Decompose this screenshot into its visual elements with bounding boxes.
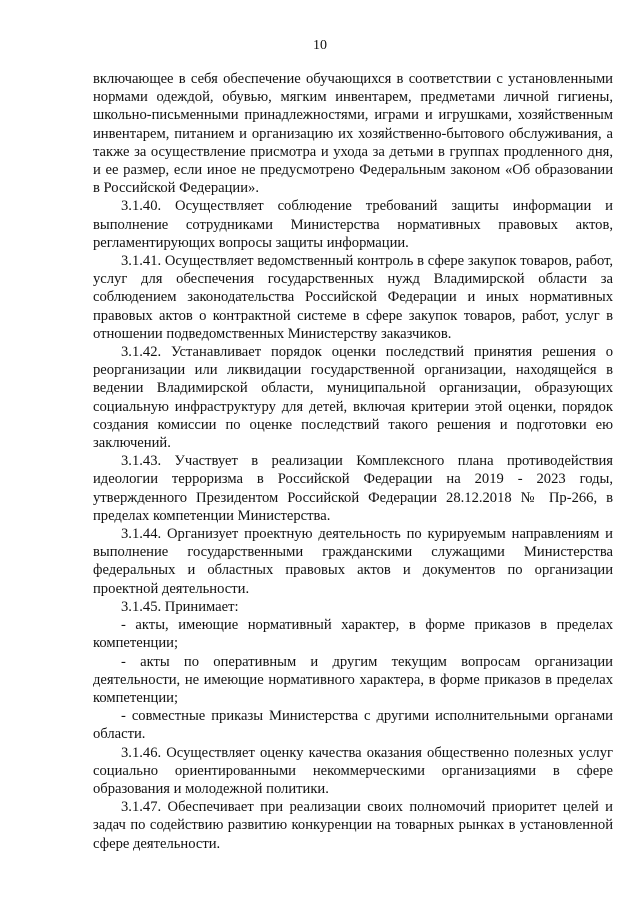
paragraph-continuation: включающее в себя обеспечение обучающихся в соответствии с установленными нормами одеждой, обувью, мягким инвентарем, предметами личной гигиены, школьно-письменными принадлежностями, играми и игрушками, хозяйственным инвентарем, питанием и организацию их хозяйственно-бытового обслуживания, а также за осуществление присмотра и ухода за детьми в группах продленного дня, и ее размер, если иное не предусмотрено Федеральным законом «Об образовании в Российской Федерации». <box>93 71 613 197</box>
list-item-operational-acts: - акты по оперативным и другим текущим вопросам организации деятельности, не имеющие нормативного характера, в форме приказов в пределах компетенции; <box>93 653 613 706</box>
paragraph-3-1-44: 3.1.44. Организует проектную деятельность по курируемым направлениям и выполнение государственными гражданскими служащими Министерства федеральных и областных правовых актов и документов по организации проектной деятельности. <box>93 526 613 597</box>
list-item-normative-acts: - акты, имеющие нормативный характер, в форме приказов в пределах компетенции; <box>93 617 613 652</box>
paragraph-3-1-46: 3.1.46. Осуществляет оценку качества оказания общественно полезных услуг социально ориентированными некоммерческими организациями в сфере образования и молодежной политики. <box>93 744 613 797</box>
paragraph-3-1-41: 3.1.41. Осуществляет ведомственный контроль в сфере закупок товаров, работ, услуг для обеспечения государственных нужд Владимирской области за соблюдением законодательства Российской Федерации и иных нормативных правовых актов о контрактной системе в сфере закупок товаров, работ, услуг в отношении подведомственных Министерству заказчиков. <box>93 253 613 342</box>
document-body <box>93 70 613 853</box>
page-number: 10 <box>313 38 327 53</box>
paragraph-3-1-47: 3.1.47. Обеспечивает при реализации своих полномочий приоритет целей и задач по содействию развитию конкуренции на товарных рынках в установленной сфере деятельности. <box>93 799 613 852</box>
paragraph-3-1-45: 3.1.45. Принимает: <box>121 598 239 615</box>
paragraph-3-1-42: 3.1.42. Устанавливает порядок оценки последствий принятия решения о реорганизации или ликвидации государственной организации, находящейся в ведении Владимирской области, муниципальной организации, образующих социальную инфраструктуру для детей, включая критерии этой оценки, порядок создания комиссии по оценке последствий такого решения и подготовки ею заключений. <box>93 344 613 452</box>
paragraph-3-1-40: 3.1.40. Осуществляет соблюдение требований защиты информации и выполнение сотрудниками Министерства нормативных правовых актов, регламентирующих вопросы защиты информации. <box>93 198 613 251</box>
paragraph-3-1-43: 3.1.43. Участвует в реализации Комплексного плана противодействия идеологии терроризма в Российской Федерации на 2019 - 2023 годы, утвержденного Президентом Российской Федерации 28.12.2018 № Пр-266, в пределах компетенции Министерства. <box>93 453 613 524</box>
list-item-joint-orders: - совместные приказы Министерства с другими исполнительными органами области. <box>93 708 613 743</box>
